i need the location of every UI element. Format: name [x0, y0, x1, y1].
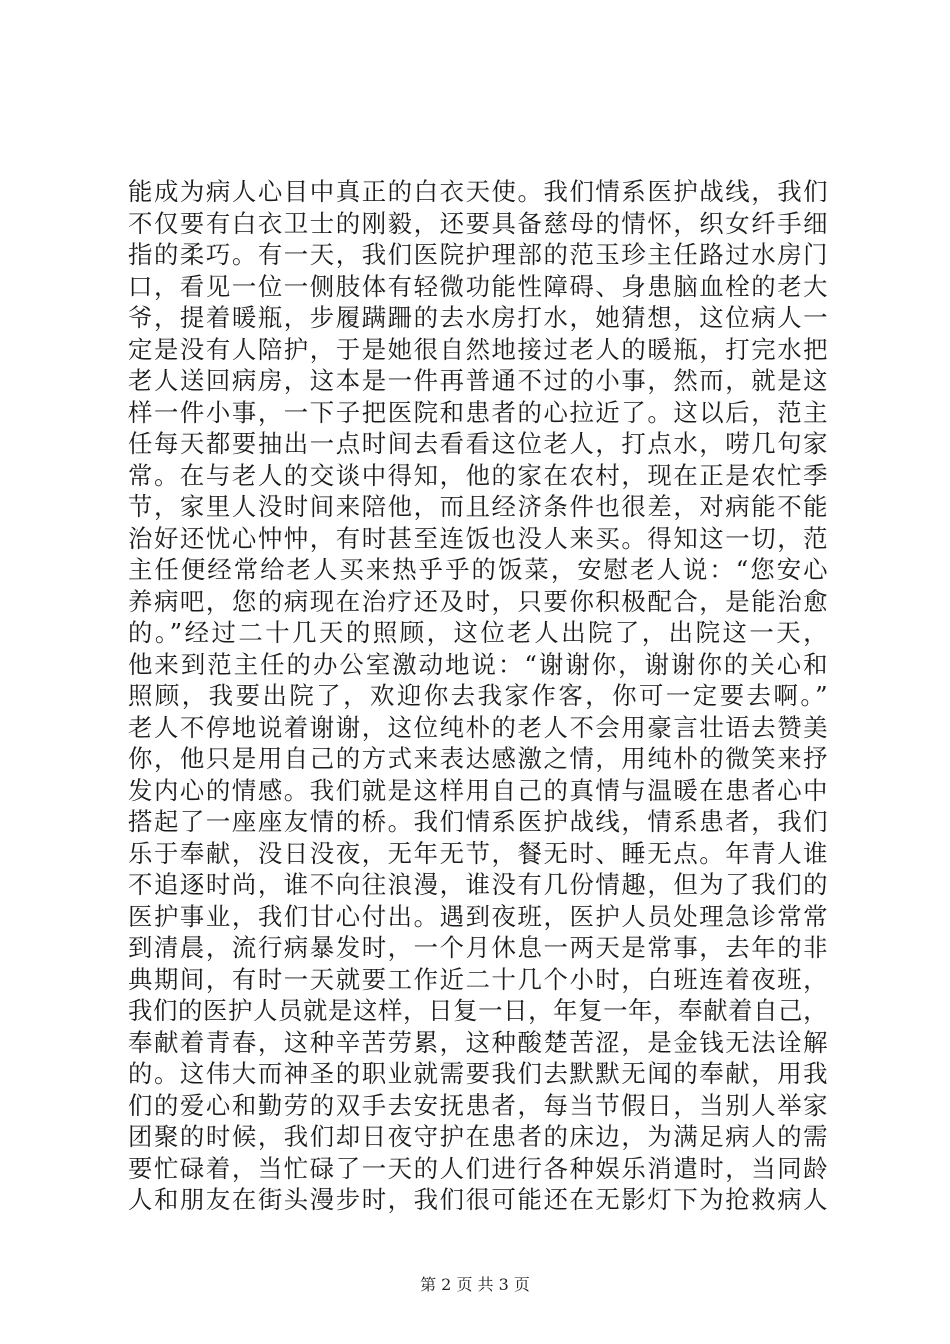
- text-line: 搭起了一座座友情的桥。我们情系医护战线，情系患者，我们: [128, 807, 828, 836]
- text-line: 你，他只是用自己的方式来表达感激之情，用纯朴的微笑来抒: [128, 744, 828, 773]
- text-line: 我们的医护人员就是这样，日复一日，年复一年，奉献着自己，: [128, 996, 828, 1025]
- text-line: 要忙碌着，当忙碌了一天的人们进行各种娱乐消遣时，当同龄: [128, 1153, 828, 1183]
- text-line: 定是没有人陪护，于是她很自然地接过老人的暖瓶，打完水把: [128, 334, 828, 364]
- text-line: 主任便经常给老人买来热乎乎的饭菜，安慰老人说：“您安心: [128, 555, 828, 584]
- text-line: 奉献着青春，这种辛苦劳累，这种酸楚苦涩，是金钱无法诠解: [128, 1027, 828, 1057]
- text-line: 他来到范主任的办公室激动地说：“谢谢你，谢谢你的关心和: [128, 649, 828, 679]
- text-line: 的。”经过二十几天的照顾，这位老人出院了，出院这一天，: [128, 618, 828, 647]
- text-line: 治好还忧心忡忡，有时甚至连饭也没人来买。得知这一切，范: [128, 523, 828, 553]
- text-line: 老人不停地说着谢谢，这位纯朴的老人不会用豪言壮语去赞美: [128, 712, 828, 742]
- text-line: 不仅要有白衣卫士的刚毅，还要具备慈母的情怀，织女纤手细: [128, 208, 828, 238]
- text-line: 们的爱心和勤劳的双手去安抚患者，每当节假日，当别人举家: [128, 1090, 828, 1120]
- text-line: 发内心的情感。我们就是这样用自己的真情与温暖在患者心中: [128, 775, 828, 805]
- text-line: 爷，提着暖瓶，步履蹒跚的去水房打水，她猜想，这位病人一: [128, 303, 828, 332]
- text-line: 到清晨，流行病暴发时，一个月休息一两天是常事，去年的非: [128, 933, 828, 962]
- text-line: 的。这伟大而神圣的职业就需要我们去默默无闻的奉献，用我: [128, 1059, 828, 1088]
- text-line: 医护事业，我们甘心付出。遇到夜班，医护人员处理急诊常常: [128, 901, 828, 931]
- text-line: 任每天都要抽出一点时间去看看这位老人，打点水，唠几句家: [128, 429, 828, 458]
- body-text: [128, 176, 828, 1216]
- text-line: 指的柔巧。有一天，我们医院护理部的范玉珍主任路过水房门: [128, 240, 828, 269]
- text-line: 节，家里人没时间来陪他，而且经济条件也很差，对病能不能: [128, 492, 828, 521]
- text-line: 口，看见一位一侧肢体有轻微功能性障碍、身患脑血栓的老大: [128, 271, 828, 301]
- text-line: 人和朋友在街头漫步时，我们很可能还在无影灯下为抢救病人: [128, 1185, 828, 1214]
- text-line: 样一件小事，一下子把医院和患者的心拉近了。这以后，范主: [128, 397, 828, 427]
- text-line: 照顾，我要出院了，欢迎你去我家作客，你可一定要去啊。”: [128, 681, 828, 710]
- text-line: 常。在与老人的交谈中得知，他的家在农村，现在正是农忙季: [128, 460, 828, 490]
- text-line: 不追逐时尚，谁不向往浪漫，谁没有几份情趣，但为了我们的: [128, 870, 828, 899]
- text-line: 团聚的时候，我们却日夜守护在患者的床边，为满足病人的需: [128, 1122, 828, 1151]
- text-line: 养病吧，您的病现在治疗还及时，只要你积极配合，是能治愈: [128, 586, 828, 616]
- page-footer: 第 2 页 共 3 页: [420, 1275, 530, 1294]
- text-line: 能成为病人心目中真正的白衣天使。我们情系医护战线，我们: [128, 177, 828, 206]
- text-line: 老人送回病房，这本是一件再普通不过的小事，然而，就是这: [128, 366, 828, 395]
- text-line: 乐于奉献，没日没夜，无年无节，餐无时、睡无点。年青人谁: [128, 838, 828, 868]
- text-line: 典期间，有时一天就要工作近二十几个小时，白班连着夜班，: [128, 964, 828, 994]
